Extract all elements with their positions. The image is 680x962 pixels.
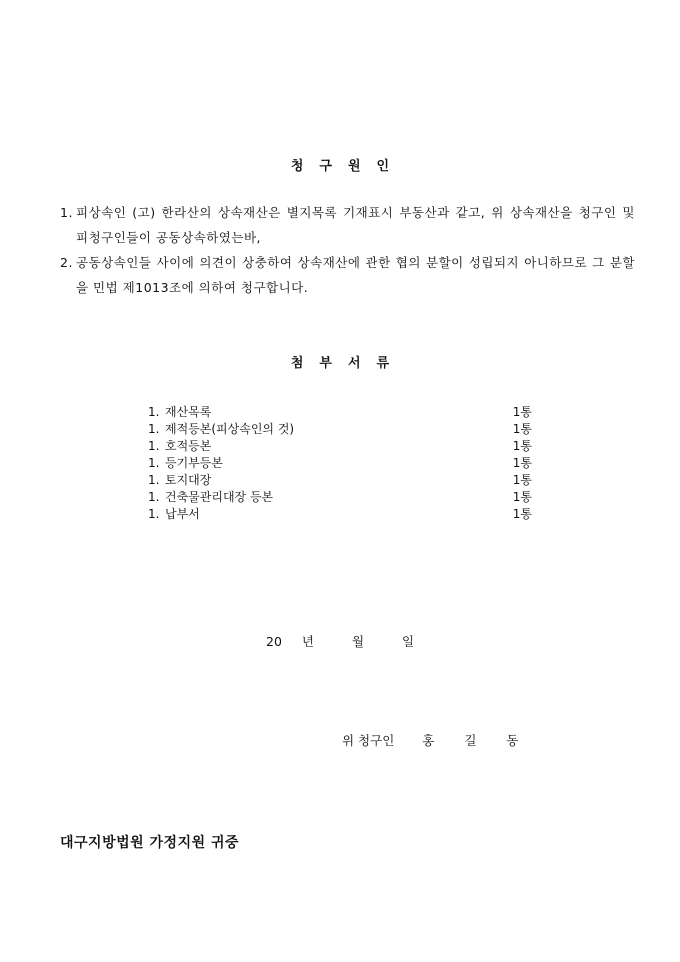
attachment-number: 1.	[148, 439, 160, 453]
signer-name-char: 길	[464, 733, 477, 748]
claim-cause-title: 청구원인	[290, 159, 406, 174]
attachment-number: 1.	[148, 405, 160, 419]
attachment-number: 1.	[148, 456, 160, 470]
attachment-label: 납부서	[165, 507, 200, 521]
attachment-count: 1통	[512, 439, 532, 453]
attachment-count: 1통	[512, 422, 532, 436]
date-day-label: 일	[402, 634, 415, 649]
attachment-count: 1통	[512, 473, 532, 487]
signer-name-char: 동	[506, 733, 519, 748]
attachment-count: 1통	[512, 507, 532, 521]
attachment-label: 재산목록	[165, 405, 212, 419]
attachment-number: 1.	[148, 507, 160, 521]
date-year: 20	[266, 634, 282, 649]
attachment-row	[148, 438, 532, 455]
attachment-row	[148, 455, 532, 472]
attachment-row	[148, 506, 532, 523]
attachment-number: 1.	[148, 422, 160, 436]
signer-name-char: 홍	[422, 733, 435, 748]
claim-list	[60, 200, 635, 300]
claim-number: 1.	[60, 205, 73, 220]
claim-text: 공동상속인들 사이에 의견이 상충하여 상속재산에 관한 협의 분할이 성립되지 아니하므로 그 분할을 민법 제1013조에 의하여 청구합니다.	[76, 255, 635, 295]
attachment-label: 등기부등본	[165, 456, 223, 470]
claim-text: 피상속인 (고) 한라산의 상속재산은 별지목록 기재표시 부동산과 같고, 위 상속재산을 청구인 및 피청구인들이 공동상속하였는바,	[76, 205, 635, 245]
court-addressee: 대구지방법원 가정지원 귀중	[60, 835, 240, 851]
attachment-row	[148, 421, 532, 438]
attachment-row	[148, 489, 532, 506]
claim-number: 2.	[60, 255, 73, 270]
attachment-row	[148, 404, 532, 421]
signer-prefix: 위 청구인	[342, 733, 395, 748]
attachment-count: 1통	[512, 405, 532, 419]
attachment-label: 호적등본	[165, 439, 212, 453]
attachment-list	[148, 404, 532, 523]
date-month-label: 월	[351, 634, 365, 649]
claim-item	[60, 250, 635, 300]
attachment-label: 건축물관리대장 등본	[165, 490, 274, 504]
attachment-count: 1통	[512, 456, 532, 470]
attachments-title: 첨부서류	[290, 356, 406, 371]
date-line	[266, 632, 414, 650]
attachment-number: 1.	[148, 490, 160, 504]
signer-line	[342, 731, 518, 749]
attachment-label: 제적등본(피상속인의 것)	[165, 422, 295, 436]
attachment-count: 1통	[512, 490, 532, 504]
date-year-label: 년	[301, 634, 314, 649]
attachment-label: 토지대장	[165, 473, 212, 487]
claim-item	[60, 200, 635, 250]
attachment-number: 1.	[148, 473, 160, 487]
attachment-row	[148, 472, 532, 489]
